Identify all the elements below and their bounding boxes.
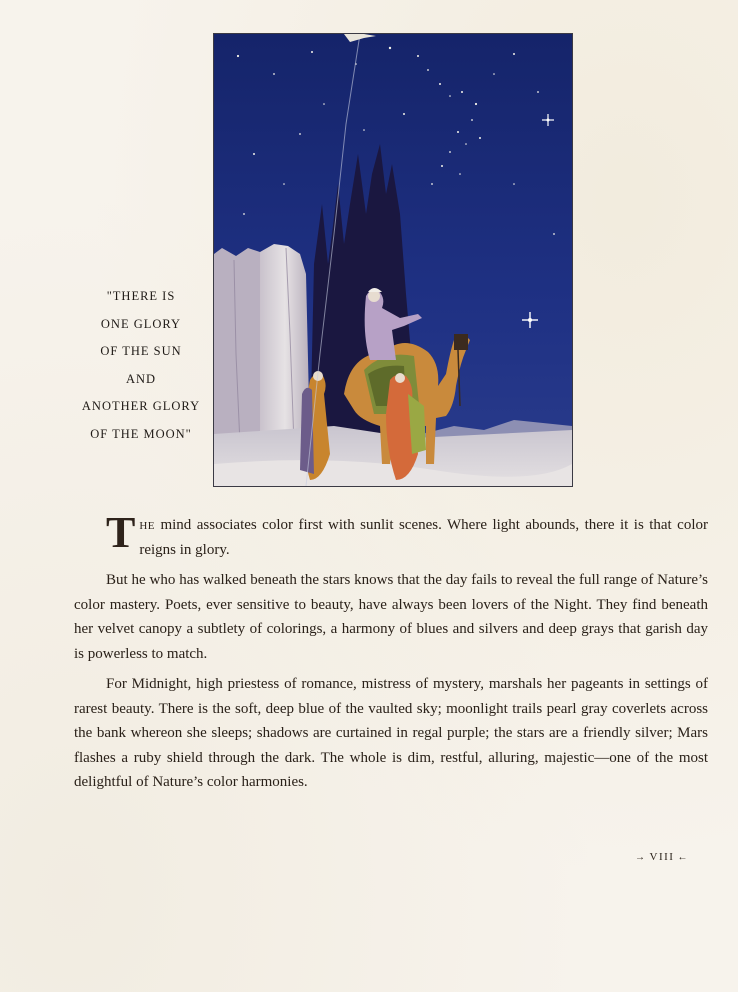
paragraph-1-first-word: he bbox=[139, 517, 156, 533]
quote-line: ANOTHER GLORY bbox=[81, 399, 201, 414]
quote-line: AND bbox=[125, 371, 157, 386]
paragraph-2: But he who has walked beneath the stars knows that the day fails to reveal the full range of Nature’s color mastery. Poets, ever sensitive to beauty, have always been lovers of the Night. They find beneath her velvet canopy a subtlety of colorings, a harmony of blues and silvers and deep grays that garish day is powerless to match. bbox=[74, 572, 708, 662]
body-text bbox=[74, 508, 708, 801]
quote-line: OF THE SUN bbox=[100, 344, 182, 359]
paragraph-3: For Midnight, high priestess of romance, mistress of mystery, marshals her pageants in settings of rarest beauty. There is the soft, deep blue of the vaulted sky; moonlight trails pearl gray coverlets across the bank whereon she sleeps; shadows are curtained in regal purple; the stars are a friendly silver; Mars flashes a ruby shield through the dark. The whole is dim, restful, alluring, majestic—one of the most delightful of Nature’s color harmonies. bbox=[74, 676, 708, 790]
quote-line: ONE GLORY bbox=[100, 316, 182, 331]
quote-line: OF THE MOON" bbox=[90, 426, 192, 441]
page-number-text: VIII bbox=[649, 851, 675, 863]
epigraph-quote bbox=[66, 283, 216, 449]
quote-line: "THERE IS bbox=[106, 289, 176, 303]
page-number bbox=[632, 851, 692, 863]
paragraph-1 bbox=[74, 508, 708, 562]
night-caravan-illustration bbox=[214, 34, 572, 486]
folio-right-ornament-icon: ← bbox=[677, 852, 689, 863]
white-cliffs bbox=[214, 244, 310, 444]
paragraph-1-text: mind associates color first with sunlit scenes. Where light abounds, there it is that color reigns in glory. bbox=[139, 517, 708, 558]
drop-cap: T bbox=[106, 508, 136, 557]
folio-left-ornament-icon: → bbox=[635, 852, 647, 863]
illustration-artwork bbox=[214, 34, 572, 486]
